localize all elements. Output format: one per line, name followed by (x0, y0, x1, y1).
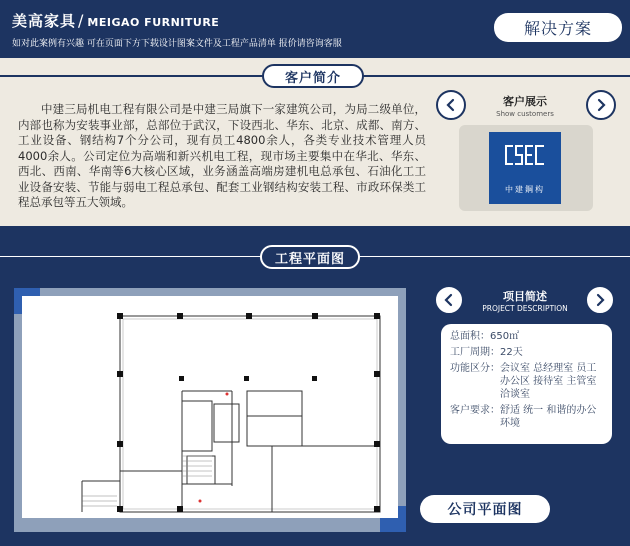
cscec-logo-icon (503, 142, 547, 168)
row-key: 客户要求： (450, 405, 500, 416)
brand-slash: / (78, 11, 84, 30)
project-prev-button[interactable] (434, 285, 464, 315)
chevron-left-icon (442, 293, 456, 307)
row-key: 总面积： (450, 331, 490, 342)
project-title: 项目简述 (503, 290, 547, 303)
customer-showcase-subtitle: Show customers (496, 110, 554, 118)
intro-text: 中建三局机电工程有限公司是中建三局旗下一家建筑公司，为局二级单位，内部也称为安装事业部，总部位于武汉，下设西北、华东、北京、成都、南方、工业设备、钢结构7个分公司，现有员工4800余人，各类专业技术管理人员4000余人。公司定位为高端和新兴机电工程，现市场主要集中在华北、华东、西北、西南、华南等6大核心区域，业务涵盖高端房建机电总承包、石油化工工业设备安装、节能与弱电工程总承包、配套工业钢结构安装工程、市政环保类工程总承包等五大领域。 (18, 102, 426, 209)
customer-prev-button[interactable] (436, 90, 466, 120)
logo-text: 中建鋼构 (505, 185, 545, 194)
project-row (450, 362, 604, 401)
brand-name-cn: 美高家具 (12, 12, 77, 30)
row-key: 工厂周期： (450, 347, 500, 358)
customer-logo-frame[interactable] (459, 125, 593, 211)
project-row (450, 346, 604, 359)
header (0, 0, 630, 58)
row-value: 22天 (500, 347, 523, 358)
customer-next-button[interactable] (586, 90, 616, 120)
plan-title: 工程平面图 (260, 245, 360, 269)
project-row (450, 404, 604, 430)
customer-logo (489, 132, 561, 204)
brand-name-en: MEIGAO FURNITURE (87, 16, 220, 29)
project-row (450, 330, 604, 343)
intro-title: 客户简介 (262, 64, 364, 88)
customer-showcase-title: 客户展示 (503, 95, 547, 108)
company-plan-button[interactable]: 公司平面图 (420, 495, 550, 523)
project-subtitle: PROJECT DESCRIPTION (482, 304, 568, 313)
project-description-card (441, 324, 612, 444)
customer-intro-section (0, 58, 630, 226)
floor-plan-drawing (22, 296, 398, 518)
row-value: 650㎡ (490, 331, 520, 342)
row-value: 舒适 统一 和谐的办公环境 (500, 405, 597, 429)
row-key: 功能区分： (450, 363, 500, 374)
row-value: 会议室 总经理室 员工办公区 接待室 主管室 洽谈室 (500, 363, 597, 400)
tagline: 如对此案例有兴趣 可在页面下方下载设计图案文件及工程产品清单 报价请咨询客服 (12, 39, 342, 49)
project-next-button[interactable] (585, 285, 615, 315)
brand-logo[interactable] (12, 10, 219, 31)
chevron-left-icon (444, 98, 458, 112)
chevron-right-icon (593, 293, 607, 307)
solution-button[interactable]: 解决方案 (494, 13, 622, 42)
chevron-right-icon (594, 98, 608, 112)
floor-plan-image[interactable] (22, 296, 398, 518)
